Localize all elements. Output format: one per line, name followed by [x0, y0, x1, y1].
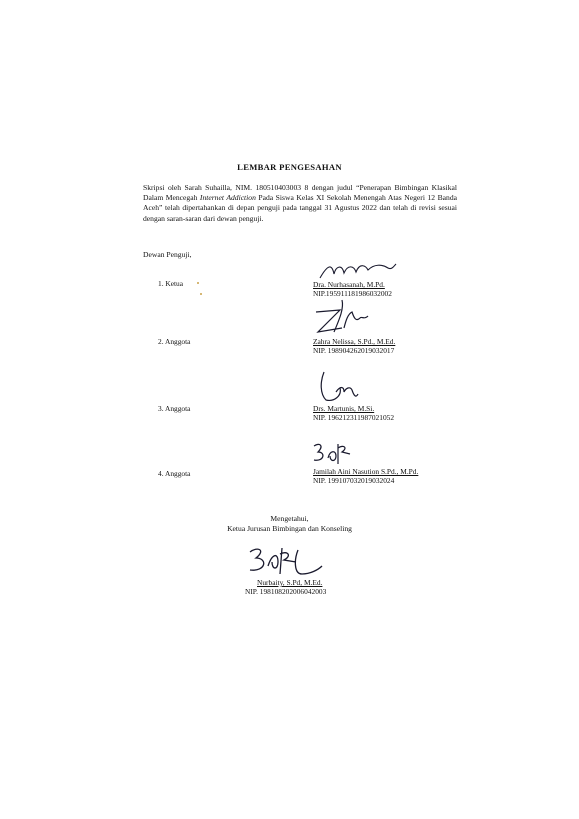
examiner-4-nip: NIP. 199107032019032024: [313, 476, 395, 486]
examiner-1-name: Dra. Nurhasanah, M.Pd.: [313, 280, 385, 289]
examiner-2-signature: [312, 298, 372, 342]
examiner-1-signature: [318, 260, 398, 282]
examiner-4-name: Jamilah Aini Nasution S.Pd., M.Pd.: [313, 467, 419, 476]
examiner-4-signature: [310, 440, 354, 468]
head-title: Ketua Jurusan Bimbingan dan Konseling: [227, 524, 352, 533]
paragraph-part-2: Pada Siswa Kelas XI Sekolah Menengah Atas Negeri 12 Banda Aceh” telah dipertahankan di depan penguji pada tanggal 31 Agustus 2022 dan telah di revisi sesuai dengan saran-saran dari dewan penguji.: [143, 193, 457, 223]
examiner-3-signature: [316, 368, 360, 404]
examiner-4-block: [313, 467, 418, 486]
examiner-2-nip: NIP. 198904262019032017: [313, 346, 395, 356]
examiner-2-name: Zahra Nelissa, S.Pd., M.Ed.: [313, 337, 396, 346]
mengetahui-label: Mengetahui,: [270, 514, 309, 523]
examiner-4-role: 4. Anggota: [158, 469, 191, 478]
stain-mark: [200, 293, 202, 295]
examiner-3-name: Drs. Martunis, M.Si.: [313, 404, 375, 413]
examiner-3-nip: NIP. 196212311987021052: [313, 413, 395, 423]
examiner-1-role: 1. Ketua: [158, 279, 184, 288]
examiner-2-block: [313, 337, 395, 356]
examiner-2-role: 2. Anggota: [158, 337, 191, 346]
head-nip: NIP. 198108202006042003: [245, 587, 327, 597]
paragraph-part-1: Skripsi oleh Sarah Suhailla, NIM. 180510403003 8 dengan judul “Penerapan Bimbingan Klasikal Dalam Mencegah: [143, 183, 457, 203]
examiner-3-block: [313, 404, 394, 423]
approval-paragraph: [143, 183, 457, 224]
examiner-1-block: [313, 280, 392, 299]
approval-footer: [0, 514, 579, 534]
examiner-1-nip: NIP.195911181986032002: [313, 289, 392, 299]
head-block: [245, 578, 326, 597]
examiner-3-role: 3. Anggota: [158, 404, 191, 413]
page-title: LEMBAR PENGESAHAN: [237, 162, 342, 172]
paragraph-italic-term: Internet Addiction: [199, 193, 256, 203]
stain-mark: [197, 282, 199, 284]
head-name: Nurbaity, S.Pd, M.Ed.: [257, 578, 323, 587]
dewan-penguji-label: Dewan Penguji,: [143, 250, 192, 259]
